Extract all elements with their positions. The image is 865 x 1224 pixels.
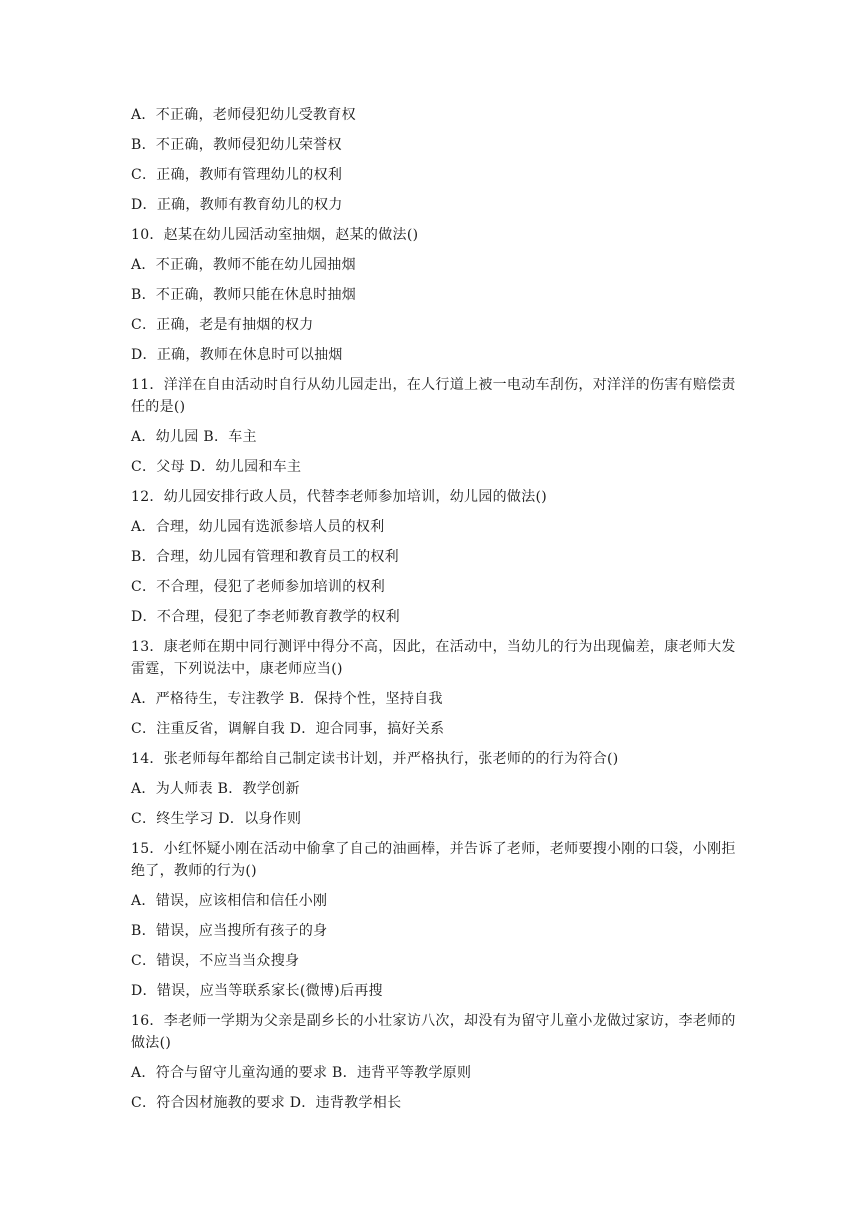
question-11 [131, 374, 736, 478]
question-stem: 13．康老师在期中同行测评中得分不高，因此，在活动中，当幼儿的行为出现偏差，康老师大发雷霆，下列说法中，康老师应当() [131, 639, 736, 677]
option: A．不正确，教师不能在幼儿园抽烟 [131, 257, 356, 273]
question-stem: 10．赵某在幼儿园活动室抽烟，赵某的做法() [131, 227, 419, 243]
option: C．终生学习 D．以身作则 [131, 811, 302, 827]
leading-options [131, 104, 736, 216]
document-page [131, 104, 736, 1122]
question-stem: 11．洋洋在自由活动时自行从幼儿园走出，在人行道上被一电动车刮伤，对洋洋的伤害有赔偿责任的是() [131, 377, 736, 415]
option: C．父母 D．幼儿园和车主 [131, 459, 302, 475]
option: C．不合理，侵犯了老师参加培训的权利 [131, 579, 386, 595]
question-10 [131, 224, 736, 366]
question-stem: 15．小红怀疑小刚在活动中偷拿了自己的油画棒，并告诉了老师，老师要搜小刚的口袋，小刚拒绝了，教师的行为() [131, 841, 736, 879]
option: A．不正确，老师侵犯幼儿受教育权 [131, 107, 356, 123]
option: D．正确，教师有教育幼儿的权力 [131, 197, 343, 213]
question-14 [131, 748, 736, 830]
option: D．正确，教师在休息时可以抽烟 [131, 347, 343, 363]
option: A．合理，幼儿园有选派参培人员的权利 [131, 519, 385, 535]
option: C．注重反省，调解自我 D．迎合同事，搞好关系 [131, 721, 445, 737]
option: C．符合因材施教的要求 D．违背教学相长 [131, 1095, 402, 1111]
option: A．错误，应该相信和信任小刚 [131, 893, 328, 909]
option: B．不正确，教师只能在休息时抽烟 [131, 287, 357, 303]
option: D．错误，应当等联系家长(微博)后再搜 [131, 983, 383, 999]
question-16 [131, 1010, 736, 1114]
option: A．严格待生，专注教学 B．保持个性，坚持自我 [131, 691, 443, 707]
option: B．合理，幼儿园有管理和教育员工的权利 [131, 549, 399, 565]
option: A．符合与留守儿童沟通的要求 B．违背平等教学原则 [131, 1065, 472, 1081]
question-13 [131, 636, 736, 740]
option: D．不合理，侵犯了李老师教育教学的权利 [131, 609, 400, 625]
option: C．错误，不应当当众搜身 [131, 953, 300, 969]
option: C．正确，老是有抽烟的权力 [131, 317, 314, 333]
option: B．不正确，教师侵犯幼儿荣誉权 [131, 137, 342, 153]
option: C．正确，教师有管理幼儿的权利 [131, 167, 343, 183]
option: B．错误，应当搜所有孩子的身 [131, 923, 328, 939]
question-stem: 12．幼儿园安排行政人员，代替李老师参加培训，幼儿园的做法() [131, 489, 548, 505]
question-15 [131, 838, 736, 1002]
option: A．幼儿园 B．车主 [131, 429, 257, 445]
question-stem: 16．李老师一学期为父亲是副乡长的小壮家访八次，却没有为留守儿童小龙做过家访，李老师的做法() [131, 1013, 736, 1051]
question-12 [131, 486, 736, 628]
option: A．为人师表 B．教学创新 [131, 781, 300, 797]
question-stem: 14．张老师每年都给自己制定读书计划，并严格执行，张老师的的行为符合() [131, 751, 619, 767]
